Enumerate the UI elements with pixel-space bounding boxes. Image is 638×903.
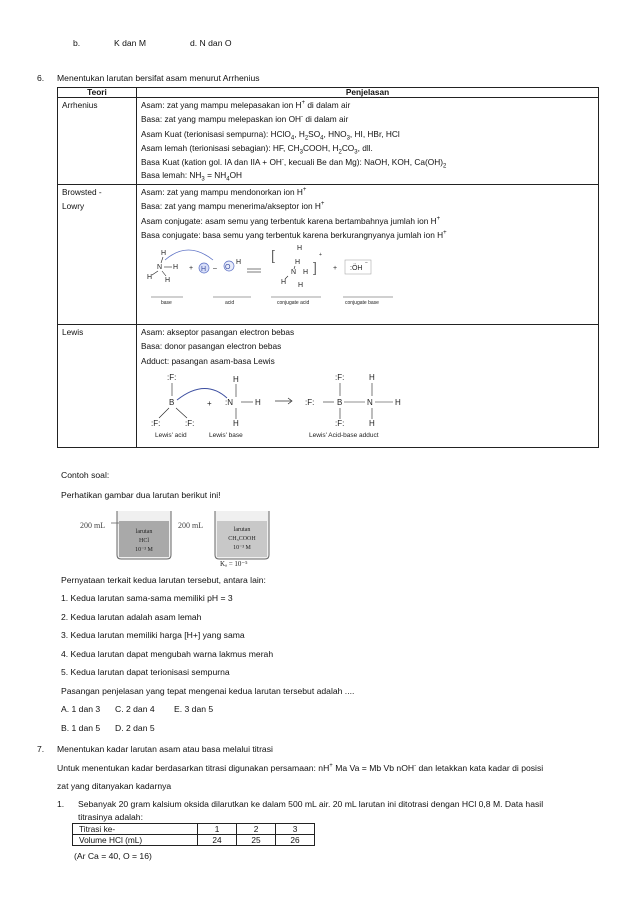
svg-text:H: H [255,397,261,407]
svg-text::F:: :F: [305,397,315,407]
svg-text:H: H [236,259,242,267]
svg-text:+: + [319,252,322,259]
q7-item-line2: titrasinya adalah: [78,812,143,822]
svg-text:O: O [225,264,231,272]
svg-text:−: − [365,260,368,267]
titration-table [72,823,315,846]
arrhenius-line: Asam Kuat (terionisasi sempurna): HClO$_4$, $H_2SO_4$, $HNO_3$, HI, HBr, HCl [141,128,400,141]
statement-item: 5. Kedua larutan dapat terionisasi sempurna [61,667,230,677]
svg-text::N: :N [225,397,233,407]
svg-text:H: H [295,259,301,267]
svg-text:N: N [157,264,163,272]
svg-text:N: N [291,269,297,277]
statement-item: 2. Kedua larutan adalah asam lemah [61,612,202,622]
titration-cell: Titrasi ke- [73,824,198,835]
beaker1-label-line: larutan [135,529,153,535]
contoh-intro: Perhatikan gambar dua larutan berikut ini! [61,490,221,500]
pernyataan-intro: Pernyataan terkait kedua larutan tersebut, antara lain: [61,575,266,585]
bronsted-label-2: Lowry [62,201,85,212]
svg-text:+: + [333,265,338,273]
diagram-label-base: base [161,300,172,307]
statement-item: 4. Kedua larutan dapat mengubah warna lakmus merah [61,649,274,659]
bronsted-reaction-diagram [143,242,403,308]
svg-text:H: H [165,277,171,285]
svg-text:H: H [297,245,303,253]
beaker2-volume: 200 mL [178,521,204,530]
lewis-line: Asam: akseptor pasangan electron bebas [141,327,295,337]
beaker1-label-line: HCl [138,538,150,544]
arrhenius-label: Arrhenius [62,100,98,110]
table-head-teori: Teori [58,88,137,98]
q7-number: 7. [37,744,45,754]
svg-text:B: B [169,397,175,407]
svg-text:H: H [298,282,304,290]
arrhenius-line: Asam: zat yang mampu melepasakan ion H+ di dalam air [141,100,351,110]
q7-item-number: 1. [57,799,65,809]
q7-intro-line2: zat yang ditanyakan kadarnya [57,781,172,791]
svg-text:H: H [233,374,239,384]
arrhenius-line: Basa: zat yang mampu melepaskan ion OH- di dalam air [141,114,349,125]
q7-item-line1: Sebanyak 20 gram kalsium oksida dilarutkan ke dalam 500 mL air. 20 mL larutan ini ditotrasi dengan HCl 0,8 M. Data hasil [78,799,544,809]
svg-text:H: H [303,269,309,277]
option-b-label: b. [73,38,81,48]
option-a: A. 1 dan 3 [61,704,101,714]
diagram-label-lewis-adduct: Lewis' Acid-base adduct [309,431,379,439]
q7-title: Menentukan kadar larutan asam atau basa melalui titrasi [57,744,273,754]
beaker1-label-line: 10⁻³ M [135,547,153,553]
bronsted-label-1: Browsted - [62,187,102,197]
option-d-text: d. N dan O [190,38,232,48]
svg-text:H: H [201,266,207,274]
theory-table [57,87,599,448]
diagram-label-lewis-base: Lewis' base [209,431,243,439]
table-row [73,835,315,846]
option-b: B. 1 dan 5 [61,723,101,733]
titration-cell: 3 [276,824,315,835]
ka-value: Kₐ = 10⁻⁵ [220,560,248,567]
svg-text::F:: :F: [185,418,195,428]
q7-intro-line1: Untuk menentukan kadar berdasarkan titrasi digunakan persamaan: nH+ Ma Va = Mb Vb nOH- dan letakkan kata kadar di posisi [57,763,544,773]
svg-text::ÖH: :ÖH [350,265,363,273]
svg-text:]: ] [313,259,317,276]
svg-text:+: + [207,398,212,408]
contoh-title: Contoh soal: [61,470,110,480]
bronsted-line: Basa conjugate: basa semu yang terbentuk karena berkurangnyanya jumlah ion H+ [141,229,447,240]
table-head-penjelasan: Penjelasan [137,88,599,98]
svg-text:H: H [147,274,153,282]
statement-item: 3. Kedua larutan memiliki harga [H+] yang sama [61,630,245,640]
diagram-label-conjugate-acid: conjugate acid [277,300,310,307]
option-e: E. 3 dan 5 [174,704,214,714]
svg-text::F:: :F: [151,418,161,428]
bronsted-line: Asam: zat yang mampu mendonorkan ion H+ [141,187,307,197]
beakers-illustration [80,505,280,567]
svg-text:N: N [367,397,373,407]
table-row-bronsted [58,185,599,325]
option-b-text: K dan M [114,38,147,48]
option-d: D. 2 dan 5 [115,723,155,733]
titration-cell: 26 [276,835,315,846]
arrhenius-line: Basa Kuat (kation gol. IA dan IIA + OH-, kecuali Be dan Mg): NaOH, KOH, $Ca(OH)_2$ [141,157,447,170]
svg-text:H: H [369,372,375,382]
svg-text:H: H [161,250,167,258]
titration-cell: 25 [237,835,276,846]
svg-text::F:: :F: [335,418,345,428]
svg-text:H: H [369,418,375,428]
titration-cell: 1 [198,824,237,835]
diagram-label-lewis-acid: Lewis' acid [155,431,187,439]
arrhenius-line: Basa lemah: $NH_3 = NH_4OH$ [141,170,243,182]
svg-text:H: H [233,418,239,428]
svg-text::F:: :F: [335,372,345,382]
q6-title: Menentukan larutan bersifat asam menurut Arrhenius [57,73,260,83]
titration-cell: Volume HCl (mL) [73,835,198,846]
bronsted-line: Basa: zat yang mampu menerima/akseptor ion H+ [141,201,325,212]
svg-text::F:: :F: [167,372,177,382]
beaker2-label-line: CH₃COOH [228,536,256,542]
beaker2-label-line: larutan [233,527,251,533]
svg-text:–: – [213,265,217,273]
svg-text:+: + [189,265,194,273]
titration-cell: 2 [237,824,276,835]
svg-text:H: H [281,279,287,287]
diagram-label-acid: acid [225,300,235,307]
lewis-reaction-diagram [145,368,405,440]
contoh-question: Pasangan penjelasan yang tepat mengenai kedua larutan tersebut adalah .... [61,686,355,696]
svg-text:B: B [337,397,343,407]
beaker2-label-line: 10⁻³ M [233,545,251,551]
option-c: C. 2 dan 4 [115,704,155,714]
table-row-lewis [58,325,599,448]
lewis-line: Basa: donor pasangan electron bebas [141,341,282,352]
svg-text:H: H [173,264,179,272]
bronsted-line: Asam conjugate: asam semu yang terbentuk karena bertambahnya jumlah ion H+ [141,215,441,226]
table-row [73,824,315,835]
statement-item: 1. Kedua larutan sama-sama memiliki pH = 3 [61,593,233,603]
beaker1-volume: 200 mL [80,521,106,530]
titration-cell: 24 [198,835,237,846]
arrhenius-line: Asam lemah (terionisasi sebagian): HF, $CH_3COOH$, $H_2CO_3$, dll. [141,142,373,156]
q6-number: 6. [37,73,45,83]
table-row-arrhenius [58,98,599,185]
diagram-label-conjugate-base: conjugate base [345,300,379,307]
svg-text:[: [ [271,247,275,264]
lewis-line: Adduct: pasangan asam-basa Lewis [141,355,275,366]
svg-text:H: H [395,397,401,407]
ar-note: (Ar Ca = 40, O = 16) [74,851,152,861]
lewis-label: Lewis [62,327,84,337]
